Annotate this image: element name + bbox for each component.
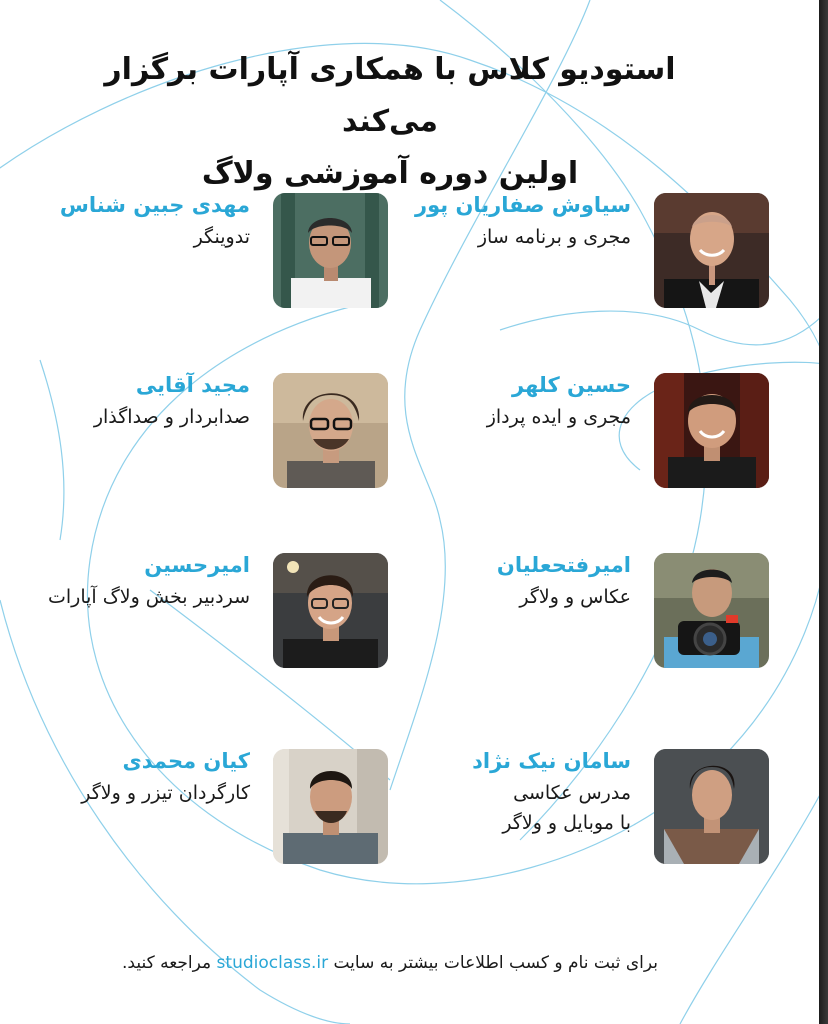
person-info (401, 368, 631, 432)
portrait-photo (273, 373, 388, 488)
person-name: امیرفتحعلیان (496, 553, 631, 577)
person-role: مجری و برنامه ساز (477, 226, 631, 248)
footer-text-before: برای ثبت نام و کسب اطلاعات بیشتر به سایت (333, 953, 658, 973)
person-info (401, 188, 631, 252)
header-line-2: اولین دوره آموزشی ولاگ (201, 156, 579, 191)
person-role: سردبیر بخش ولاگ آپارات (48, 586, 250, 608)
header (60, 44, 720, 200)
host-portrait-photo (654, 373, 769, 488)
right-edge-strip (819, 0, 828, 1024)
header-line-1: استودیو کلاس با همکاری آپارات برگزار می‌کند (104, 52, 676, 139)
person-role: عکاس و ولاگر (519, 586, 631, 608)
person-role-line-2: با موبایل و ولاگر (502, 812, 631, 834)
person-role: مدرس عکاسی (513, 782, 631, 804)
person-name: مهدی جبین شناس (59, 193, 250, 217)
person-info (20, 548, 250, 612)
editor-portrait-photo (273, 193, 388, 308)
person-name: سیاوش صفاریان پور (415, 193, 631, 217)
person-info (20, 368, 250, 432)
person-name: حسین کلهر (512, 373, 631, 397)
person-card (399, 193, 769, 309)
person-card (399, 553, 769, 669)
person-card (18, 749, 388, 865)
person-name: سامان نیک نژاد (472, 749, 631, 773)
person-role: کارگردان تیزر و ولاگر (81, 782, 250, 804)
person-info (401, 744, 631, 838)
person-info (20, 744, 250, 808)
host-portrait-photo (654, 193, 769, 308)
footer-text-after: مراجعه کنید. (122, 953, 212, 973)
person-role: مجری و ایده پرداز (486, 406, 631, 428)
person-card (399, 373, 769, 489)
portrait-photo (654, 749, 769, 864)
photographer-with-camera-photo (654, 553, 769, 668)
person-role: تدوینگر (193, 226, 250, 248)
person-card (18, 373, 388, 489)
person-role: صدابردار و صداگذار (93, 406, 250, 428)
footer-note (60, 948, 720, 978)
person-name: کیان محمدی (122, 749, 250, 773)
person-name: مجید آقایی (135, 373, 250, 397)
person-card (399, 749, 769, 865)
portrait-photo (273, 749, 388, 864)
person-info (401, 548, 631, 612)
person-name: امیرحسین (144, 553, 250, 577)
person-card (18, 553, 388, 669)
person-info (20, 188, 250, 252)
person-card (18, 193, 388, 309)
website-link[interactable]: studioclass.ir (216, 953, 329, 973)
portrait-photo (273, 553, 388, 668)
